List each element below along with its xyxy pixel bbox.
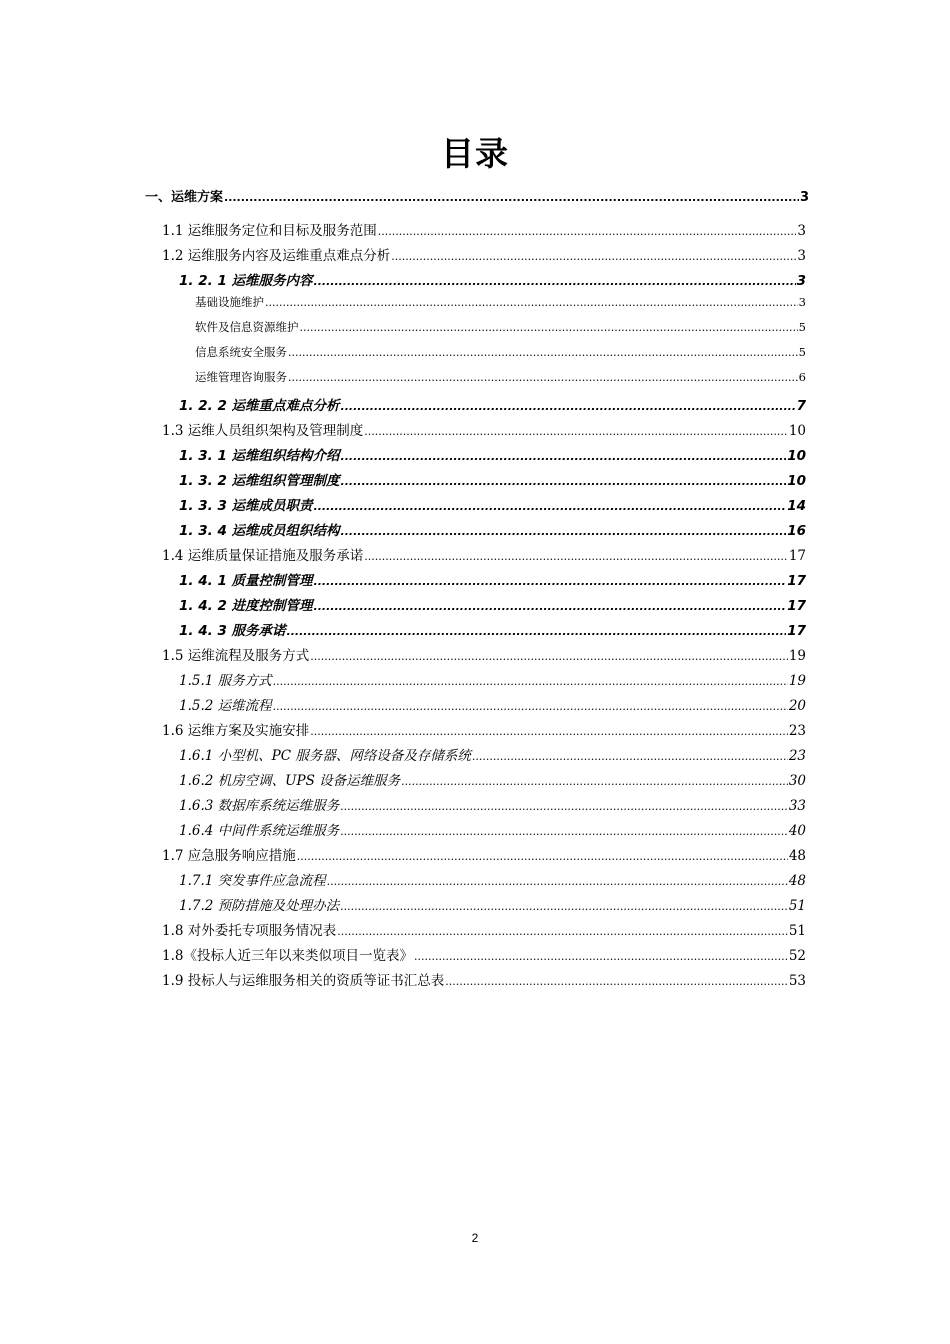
toc-entry-page: 52 xyxy=(788,948,806,964)
toc-leader-dots xyxy=(314,500,787,513)
toc-leader-dots xyxy=(310,725,788,738)
toc-entry-page: 7 xyxy=(796,398,806,414)
toc-entry-label: 1.6.3 数据库系统运维服务 xyxy=(179,798,340,814)
toc-leader-dots xyxy=(445,975,788,988)
toc-entry-label: 1.4 运维质量保证措施及服务承诺 xyxy=(162,548,364,564)
toc-entry[interactable] xyxy=(195,294,806,310)
toc-entry[interactable] xyxy=(179,519,806,539)
toc-entry-page: 5 xyxy=(798,320,806,334)
toc-entry[interactable] xyxy=(179,594,806,614)
toc-entry[interactable] xyxy=(179,569,806,589)
toc-leader-dots xyxy=(340,800,788,813)
toc-entry-label: 1. 3. 3 运维成员职责 xyxy=(179,498,313,514)
toc-leader-dots xyxy=(341,400,796,413)
toc-entry-page: 51 xyxy=(788,923,806,939)
toc-entry-label: 1. 3. 4 运维成员组织结构 xyxy=(179,523,340,539)
toc-entry[interactable] xyxy=(179,269,806,289)
toc-entry-page: 10 xyxy=(788,423,806,439)
toc-entry-label: 信息系统安全服务 xyxy=(195,345,287,359)
toc-leader-dots xyxy=(273,675,788,688)
toc-entry[interactable] xyxy=(179,894,806,914)
toc-entry[interactable] xyxy=(179,494,806,514)
toc-leader-dots xyxy=(314,575,787,588)
toc-entry-page: 48 xyxy=(788,848,806,864)
toc-entry[interactable] xyxy=(195,319,806,335)
toc-entry[interactable] xyxy=(162,944,806,964)
toc-entry[interactable] xyxy=(179,869,806,889)
toc-entry-page: 3 xyxy=(796,273,806,289)
toc-entry-label: 1. 4. 3 服务承诺 xyxy=(179,623,286,639)
toc-entry[interactable] xyxy=(195,369,806,385)
toc-entry-label: 1.6.1 小型机、PC 服务器、网络设备及存储系统 xyxy=(179,748,471,764)
toc-entry-label: 运维管理咨询服务 xyxy=(195,370,287,384)
toc-entry-label: 1.7.1 突发事件应急流程 xyxy=(179,873,326,889)
toc-leader-dots xyxy=(341,475,787,488)
toc-entry[interactable] xyxy=(162,219,806,239)
toc-leader-dots xyxy=(327,875,788,888)
toc-entry-label: 1.6.2 机房空调、UPS 设备运维服务 xyxy=(179,773,401,789)
toc-entry-label: 1.8《投标人近三年以来类似项目一览表》 xyxy=(162,948,413,964)
toc-entry[interactable] xyxy=(179,444,806,464)
toc-leader-dots xyxy=(391,250,796,263)
toc-entry-page: 5 xyxy=(798,345,806,359)
toc-entry-label: 软件及信息资源维护 xyxy=(195,320,299,334)
toc-entry-label: 1. 3. 1 运维组织结构介绍 xyxy=(179,448,340,464)
toc-entry[interactable] xyxy=(162,644,806,664)
toc-entry-label: 1.7.2 预防措施及处理办法 xyxy=(179,898,340,914)
toc-entry-page: 17 xyxy=(788,548,806,564)
page-number: 2 xyxy=(471,1231,479,1245)
toc-leader-dots xyxy=(224,191,799,204)
toc-entry-label: 1.1 运维服务定位和目标及服务范围 xyxy=(162,223,377,239)
toc-leader-dots xyxy=(364,425,788,438)
toc-entry-label: 1.7 应急服务响应措施 xyxy=(162,848,296,864)
toc-leader-dots xyxy=(378,225,797,238)
toc-leader-dots xyxy=(472,750,788,763)
toc-leader-dots xyxy=(297,850,788,863)
toc-leader-dots xyxy=(341,525,787,538)
toc-leader-dots xyxy=(273,700,788,713)
toc-entry-label: 1.5.2 运维流程 xyxy=(179,698,272,714)
toc-leader-dots xyxy=(364,550,788,563)
toc-leader-dots xyxy=(340,825,788,838)
toc-entry-page: 23 xyxy=(788,748,806,764)
toc-entry-page: 3 xyxy=(797,223,806,239)
toc-entry-page: 19 xyxy=(788,673,806,689)
toc-entry[interactable] xyxy=(179,769,806,789)
toc-entry[interactable] xyxy=(179,794,806,814)
toc-entry-label: 1. 2. 1 运维服务内容 xyxy=(179,273,313,289)
toc-entry-label: 1. 3. 2 运维组织管理制度 xyxy=(179,473,340,489)
toc-entry[interactable] xyxy=(179,669,806,689)
toc-entry[interactable] xyxy=(195,344,806,360)
toc-entry-label: 一、运维方案 xyxy=(145,190,224,205)
toc-entry-page: 19 xyxy=(788,648,806,664)
toc-entry-label: 1. 4. 2 进度控制管理 xyxy=(179,598,313,614)
toc-entry-page: 17 xyxy=(787,598,806,614)
toc-entry-page: 40 xyxy=(788,823,806,839)
toc-leader-dots xyxy=(287,625,787,638)
toc-entry[interactable] xyxy=(162,844,806,864)
toc-leader-dots xyxy=(340,900,788,913)
toc-entry-label: 1.6 运维方案及实施安排 xyxy=(162,723,310,739)
toc-entry-page: 17 xyxy=(787,623,806,639)
toc-entry-page: 17 xyxy=(787,573,806,589)
toc-entry-page: 6 xyxy=(798,370,806,384)
toc-entry[interactable] xyxy=(162,719,806,739)
toc-entry-page: 33 xyxy=(788,798,806,814)
toc-leader-dots xyxy=(300,321,798,334)
toc-entry-page: 48 xyxy=(788,873,806,889)
toc-entry-label: 1. 4. 1 质量控制管理 xyxy=(179,573,313,589)
toc-entry-page: 3 xyxy=(799,190,809,205)
toc-entry[interactable] xyxy=(179,469,806,489)
toc-leader-dots xyxy=(341,450,787,463)
toc-entry[interactable] xyxy=(179,744,806,764)
toc-entry-label: 1.5 运维流程及服务方式 xyxy=(162,648,310,664)
toc-entry-page: 3 xyxy=(798,295,806,309)
toc-leader-dots xyxy=(288,346,798,359)
toc-entry-label: 1.5.1 服务方式 xyxy=(179,673,272,689)
toc-entry[interactable] xyxy=(145,186,809,205)
toc-entry-label: 基础设施维护 xyxy=(195,295,264,309)
toc-entry-label: 1. 2. 2 运维重点难点分析 xyxy=(179,398,340,414)
toc-leader-dots xyxy=(288,371,798,384)
toc-entry[interactable] xyxy=(179,819,806,839)
toc-entry-label: 1.6.4 中间件系统运维服务 xyxy=(179,823,340,839)
toc-entry-page: 14 xyxy=(787,498,806,514)
toc-entry-page: 3 xyxy=(797,248,806,264)
toc-entry-page: 23 xyxy=(788,723,806,739)
toc-entry-page: 30 xyxy=(788,773,806,789)
toc-leader-dots xyxy=(310,650,788,663)
toc-entry[interactable] xyxy=(179,619,806,639)
toc-entry-label: 1.8 对外委托专项服务情况表 xyxy=(162,923,337,939)
toc-entry[interactable] xyxy=(162,419,806,439)
toc-leader-dots xyxy=(314,600,787,613)
toc-entry-page: 10 xyxy=(787,473,806,489)
toc-leader-dots xyxy=(414,950,788,963)
toc-entry-page: 16 xyxy=(787,523,806,539)
toc-entry[interactable] xyxy=(162,244,806,264)
toc-entry-label: 1.9 投标人与运维服务相关的资质等证书汇总表 xyxy=(162,973,445,989)
toc-entry[interactable] xyxy=(162,969,806,989)
toc-entry-page: 20 xyxy=(788,698,806,714)
toc-leader-dots xyxy=(401,775,788,788)
toc-entry[interactable] xyxy=(179,394,806,414)
toc-leader-dots xyxy=(265,296,798,309)
toc-entry[interactable] xyxy=(162,919,806,939)
toc-entry[interactable] xyxy=(179,694,806,714)
page-title: 目录 xyxy=(441,134,509,173)
toc-entry-page: 10 xyxy=(787,448,806,464)
toc-entry-label: 1.3 运维人员组织架构及管理制度 xyxy=(162,423,364,439)
toc-leader-dots xyxy=(314,275,796,288)
toc-entry[interactable] xyxy=(162,544,806,564)
toc-entry-page: 53 xyxy=(788,973,806,989)
toc-entry-page: 51 xyxy=(788,898,806,914)
toc-leader-dots xyxy=(337,925,788,938)
toc-entry-label: 1.2 运维服务内容及运维重点难点分析 xyxy=(162,248,391,264)
